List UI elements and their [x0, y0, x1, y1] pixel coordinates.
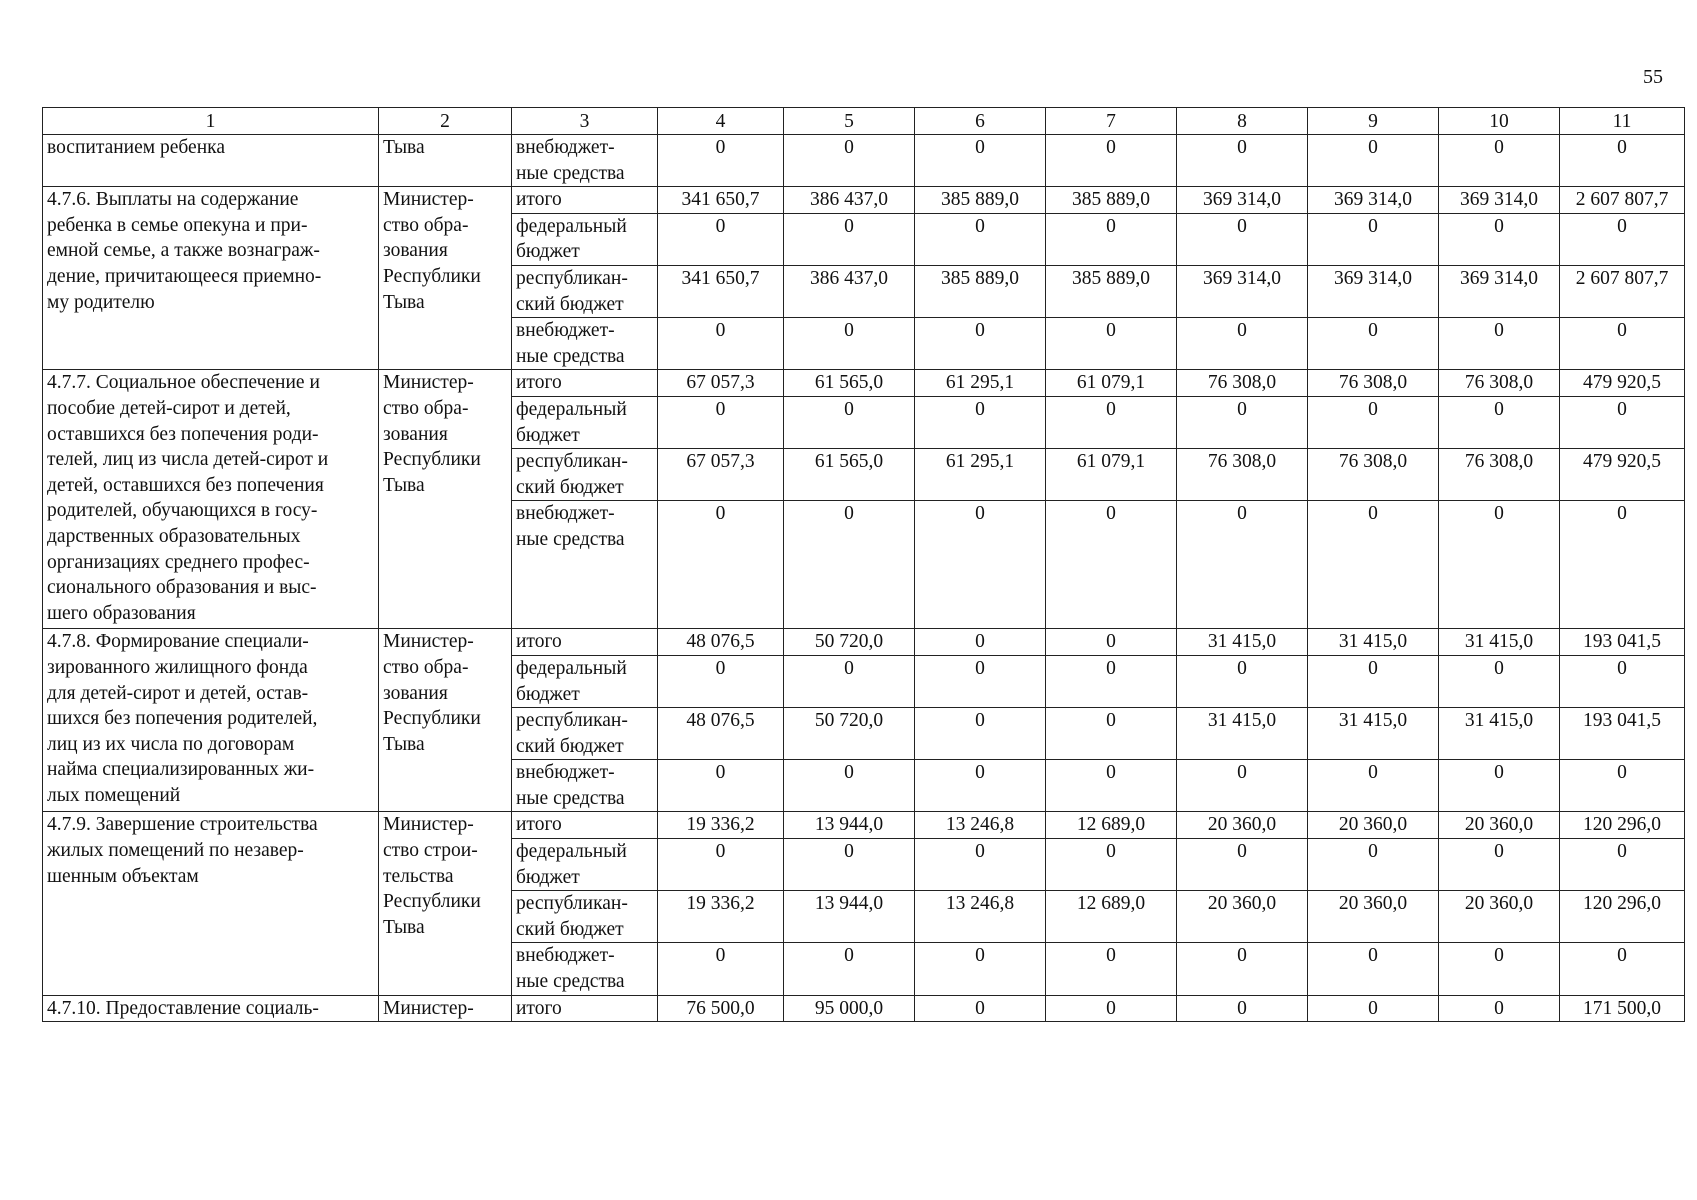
value-cell: 48 076,5 [658, 708, 784, 760]
source-republican-label [512, 708, 658, 760]
value-cell: 0 [1560, 943, 1685, 995]
executor-line: Министер- [383, 631, 474, 653]
source-label-line: ные средства [516, 162, 625, 184]
source-label-line: ные средства [516, 787, 625, 809]
value-cell: 0 [915, 655, 1046, 707]
source-label-line: республикан- [516, 267, 628, 289]
value-cell: 0 [658, 655, 784, 707]
source-label-line: внебюджет- [516, 320, 615, 342]
value-cell: 12 689,0 [1046, 891, 1177, 943]
column-number: 4 [658, 108, 784, 135]
value-cell: 0 [1439, 501, 1560, 629]
source-label-line: федеральный [516, 398, 627, 420]
measure-name-cell [43, 812, 379, 995]
source-label-line: внебюджет- [516, 945, 615, 967]
value-cell: 20 360,0 [1177, 812, 1308, 839]
value-cell: 61 295,1 [915, 449, 1046, 501]
value-cell: 0 [1308, 995, 1439, 1022]
value-cell: 120 296,0 [1560, 812, 1685, 839]
executor-line: Министер- [383, 814, 474, 836]
value-cell: 76 308,0 [1439, 370, 1560, 397]
value-cell: 0 [1560, 760, 1685, 812]
value-cell: 20 360,0 [1177, 891, 1308, 943]
measure-name-line: зированного жилищного фонда [47, 656, 308, 678]
measure-name-line: для детей-сирот и детей, остав- [47, 682, 309, 704]
executor-cell [379, 812, 512, 995]
value-cell: 385 889,0 [1046, 187, 1177, 214]
value-cell: 0 [1560, 655, 1685, 707]
value-cell: 369 314,0 [1308, 265, 1439, 317]
source-federal-label [512, 213, 658, 265]
table-row [43, 187, 1685, 214]
executor-cell [379, 370, 512, 629]
value-cell: 0 [1308, 318, 1439, 370]
executor-line: Республики [383, 265, 481, 287]
value-cell: 31 415,0 [1308, 708, 1439, 760]
measure-name-line: 4.7.9. Завершение строительства [47, 814, 318, 836]
source-total-label: итого [512, 629, 658, 656]
value-cell: 0 [658, 760, 784, 812]
value-cell: 20 360,0 [1439, 891, 1560, 943]
executor-line: ство строи- [383, 840, 478, 862]
executor-line: Тыва [383, 137, 425, 158]
source-extrabudget-label [512, 760, 658, 812]
value-cell: 0 [1308, 135, 1439, 187]
value-cell: 76 308,0 [1308, 449, 1439, 501]
measure-name-cell [43, 370, 379, 629]
value-cell: 0 [1308, 213, 1439, 265]
table-row [43, 812, 1685, 839]
value-cell: 0 [784, 943, 915, 995]
source-label-line: федеральный [516, 841, 627, 863]
value-cell: 50 720,0 [784, 708, 915, 760]
executor-cell [379, 995, 512, 1022]
source-total-label: итого [512, 187, 658, 214]
value-cell: 0 [915, 501, 1046, 629]
value-cell: 369 314,0 [1177, 187, 1308, 214]
executor-line: зования [383, 423, 448, 445]
value-cell: 0 [1046, 839, 1177, 891]
measure-name-line: емной семье, а также вознаграж- [47, 240, 320, 262]
value-cell: 20 360,0 [1439, 812, 1560, 839]
column-number: 9 [1308, 108, 1439, 135]
value-cell: 0 [1046, 655, 1177, 707]
value-cell: 0 [1439, 396, 1560, 448]
value-cell: 0 [1177, 135, 1308, 187]
column-number: 6 [915, 108, 1046, 135]
executor-line: ство обра- [383, 397, 469, 419]
source-label-line: республикан- [516, 451, 628, 473]
value-cell: 0 [784, 318, 915, 370]
source-label-line: ский бюджет [516, 293, 624, 315]
executor-line: Тыва [383, 916, 425, 938]
source-federal-label [512, 839, 658, 891]
executor-line: Министер- [383, 372, 474, 394]
value-cell: 369 314,0 [1177, 265, 1308, 317]
value-cell: 479 920,5 [1560, 449, 1685, 501]
column-number: 11 [1560, 108, 1685, 135]
value-cell: 0 [1439, 655, 1560, 707]
measure-name-cell [43, 135, 379, 187]
source-federal-label [512, 655, 658, 707]
executor-line: ство обра- [383, 214, 469, 236]
value-cell: 341 650,7 [658, 265, 784, 317]
value-cell: 0 [1560, 501, 1685, 629]
executor-line: зования [383, 240, 448, 262]
executor-line: Тыва [383, 291, 425, 313]
value-cell: 13 246,8 [915, 891, 1046, 943]
value-cell: 171 500,0 [1560, 995, 1685, 1022]
measure-name-line: дарственных образовательных [47, 525, 301, 547]
value-cell: 0 [1308, 839, 1439, 891]
source-republican-label [512, 449, 658, 501]
value-cell: 369 314,0 [1308, 187, 1439, 214]
value-cell: 0 [784, 135, 915, 187]
value-cell: 0 [1046, 708, 1177, 760]
executor-line: ство обра- [383, 656, 469, 678]
value-cell: 0 [1439, 760, 1560, 812]
value-cell: 13 944,0 [784, 812, 915, 839]
value-cell: 48 076,5 [658, 629, 784, 656]
executor-cell [379, 629, 512, 812]
value-cell: 50 720,0 [784, 629, 915, 656]
measure-name-line: 4.7.10. Предоставление социаль- [47, 997, 319, 1019]
executor-line: Тыва [383, 733, 425, 755]
measure-name-line: дение, причитающееся приемно- [47, 265, 322, 287]
value-cell: 0 [1177, 943, 1308, 995]
value-cell: 0 [1308, 943, 1439, 995]
value-cell: 385 889,0 [915, 265, 1046, 317]
value-cell: 369 314,0 [1439, 265, 1560, 317]
measure-name-line: ребенка в семье опекуна и при- [47, 214, 308, 236]
measure-name-line: шихся без попечения родителей, [47, 708, 318, 730]
value-cell: 0 [915, 213, 1046, 265]
value-cell: 31 415,0 [1177, 708, 1308, 760]
source-label-line: республикан- [516, 893, 628, 915]
value-cell: 0 [1046, 135, 1177, 187]
value-cell: 0 [1177, 501, 1308, 629]
value-cell: 0 [784, 213, 915, 265]
value-cell: 31 415,0 [1439, 708, 1560, 760]
source-total-label: итого [512, 995, 658, 1022]
executor-line: зования [383, 682, 448, 704]
value-cell: 20 360,0 [1308, 812, 1439, 839]
value-cell: 19 336,2 [658, 891, 784, 943]
value-cell: 0 [784, 501, 915, 629]
value-cell: 0 [915, 839, 1046, 891]
value-cell: 31 415,0 [1439, 629, 1560, 656]
measure-name-line: 4.7.8. Формирование специали- [47, 631, 309, 653]
source-republican-label [512, 891, 658, 943]
source-label-line: ные средства [516, 971, 625, 993]
table-row [43, 370, 1685, 397]
source-label-line: внебюджет- [516, 503, 615, 525]
value-cell: 0 [915, 760, 1046, 812]
column-number: 10 [1439, 108, 1560, 135]
source-republican-label [512, 265, 658, 317]
value-cell: 0 [1439, 943, 1560, 995]
executor-line: тельства [383, 865, 454, 887]
value-cell: 0 [1439, 135, 1560, 187]
source-label-line: бюджет [516, 424, 580, 446]
value-cell: 0 [915, 135, 1046, 187]
measure-name-line: лых помещений [47, 784, 181, 806]
value-cell: 0 [1046, 943, 1177, 995]
value-cell: 120 296,0 [1560, 891, 1685, 943]
column-number: 1 [43, 108, 379, 135]
source-label-line: внебюджет- [516, 762, 615, 784]
value-cell: 12 689,0 [1046, 812, 1177, 839]
value-cell: 0 [1308, 501, 1439, 629]
value-cell: 67 057,3 [658, 370, 784, 397]
value-cell: 0 [658, 839, 784, 891]
source-label-line: ский бюджет [516, 735, 624, 757]
value-cell: 0 [784, 839, 915, 891]
value-cell: 0 [658, 943, 784, 995]
value-cell: 0 [1177, 995, 1308, 1022]
value-cell: 61 295,1 [915, 370, 1046, 397]
value-cell: 0 [1177, 396, 1308, 448]
value-cell: 76 308,0 [1439, 449, 1560, 501]
value-cell: 0 [1560, 318, 1685, 370]
value-cell: 0 [915, 995, 1046, 1022]
value-cell: 0 [1177, 655, 1308, 707]
value-cell: 386 437,0 [784, 187, 915, 214]
value-cell: 0 [915, 943, 1046, 995]
value-cell: 0 [1560, 213, 1685, 265]
table-row [43, 629, 1685, 656]
value-cell: 0 [1439, 213, 1560, 265]
value-cell: 0 [658, 501, 784, 629]
value-cell: 0 [658, 318, 784, 370]
value-cell: 0 [658, 396, 784, 448]
value-cell: 0 [915, 396, 1046, 448]
value-cell: 0 [784, 396, 915, 448]
value-cell: 31 415,0 [1177, 629, 1308, 656]
measure-name-line: жилых помещений по незавер- [47, 840, 304, 862]
page-number: 55 [1643, 66, 1663, 88]
value-cell: 0 [915, 318, 1046, 370]
source-label-line: ные средства [516, 345, 625, 367]
source-label-line: бюджет [516, 683, 580, 705]
value-cell: 0 [1560, 135, 1685, 187]
value-cell: 0 [1177, 318, 1308, 370]
measure-name-line: 4.7.6. Выплаты на содержание [47, 189, 299, 211]
source-label-line: ский бюджет [516, 476, 624, 498]
value-cell: 61 565,0 [784, 449, 915, 501]
measure-name-line: лиц из их числа по договорам [47, 733, 295, 755]
value-cell: 0 [1308, 655, 1439, 707]
measure-name-cell [43, 629, 379, 812]
column-number: 7 [1046, 108, 1177, 135]
table-body [43, 108, 1685, 1022]
value-cell: 0 [1177, 760, 1308, 812]
value-cell: 0 [1046, 318, 1177, 370]
source-label-line: федеральный [516, 657, 627, 679]
source-extrabudget-label [512, 943, 658, 995]
measure-name-line: родителей, обучающихся в госу- [47, 500, 318, 522]
executor-line: Республики [383, 891, 481, 913]
value-cell: 76 308,0 [1177, 449, 1308, 501]
value-cell: 193 041,5 [1560, 708, 1685, 760]
value-cell: 13 246,8 [915, 812, 1046, 839]
executor-line: Республики [383, 708, 481, 730]
value-cell: 0 [1439, 995, 1560, 1022]
value-cell: 386 437,0 [784, 265, 915, 317]
value-cell: 61 079,1 [1046, 449, 1177, 501]
value-cell: 0 [1560, 396, 1685, 448]
measure-name-line: сионального образования и выс- [47, 577, 317, 599]
value-cell: 0 [915, 708, 1046, 760]
measure-name-line: пособие детей-сирот и детей, [47, 397, 291, 419]
value-cell: 76 308,0 [1177, 370, 1308, 397]
value-cell: 61 565,0 [784, 370, 915, 397]
value-cell: 95 000,0 [784, 995, 915, 1022]
value-cell: 0 [1046, 213, 1177, 265]
value-cell: 479 920,5 [1560, 370, 1685, 397]
value-cell: 0 [1046, 629, 1177, 656]
measure-name-cell [43, 995, 379, 1022]
source-extrabudget-label [512, 501, 658, 629]
source-label-line: федеральный [516, 215, 627, 237]
executor-line: Министер- [383, 997, 474, 1019]
source-extrabudget-label [512, 135, 658, 187]
value-cell: 31 415,0 [1308, 629, 1439, 656]
source-federal-label [512, 396, 658, 448]
measure-name-line: воспитанием ребенка [47, 137, 225, 158]
value-cell: 0 [1439, 839, 1560, 891]
value-cell: 0 [915, 629, 1046, 656]
executor-cell [379, 135, 512, 187]
value-cell: 2 607 807,7 [1560, 187, 1685, 214]
executor-line: Республики [383, 449, 481, 471]
value-cell: 0 [1177, 839, 1308, 891]
measure-name-line: шенным объектам [47, 865, 199, 887]
value-cell: 0 [1560, 839, 1685, 891]
value-cell: 19 336,2 [658, 812, 784, 839]
measure-name-line: оставшихся без попечения роди- [47, 423, 319, 445]
source-label-line: ные средства [516, 528, 625, 550]
value-cell: 0 [1308, 396, 1439, 448]
value-cell: 341 650,7 [658, 187, 784, 214]
source-total-label: итого [512, 812, 658, 839]
value-cell: 0 [1177, 213, 1308, 265]
value-cell: 20 360,0 [1308, 891, 1439, 943]
measure-name-line: 4.7.7. Социальное обеспечение и [47, 372, 320, 394]
column-number: 5 [784, 108, 915, 135]
column-number-row [43, 108, 1685, 135]
executor-cell [379, 187, 512, 370]
value-cell: 0 [784, 760, 915, 812]
value-cell: 385 889,0 [915, 187, 1046, 214]
source-label-line: внебюджет- [516, 137, 615, 158]
table-row [43, 135, 1685, 187]
table-row [43, 995, 1685, 1022]
value-cell: 0 [1046, 995, 1177, 1022]
measure-name-line: найма специализированных жи- [47, 759, 315, 781]
value-cell: 76 500,0 [658, 995, 784, 1022]
value-cell: 0 [784, 655, 915, 707]
value-cell: 0 [658, 213, 784, 265]
source-label-line: бюджет [516, 241, 580, 263]
value-cell: 0 [1046, 501, 1177, 629]
budget-table [42, 107, 1685, 1022]
column-number: 3 [512, 108, 658, 135]
measure-name-cell [43, 187, 379, 370]
value-cell: 0 [1308, 760, 1439, 812]
source-label-line: республикан- [516, 710, 628, 732]
source-label-line: ский бюджет [516, 918, 624, 940]
value-cell: 0 [1046, 396, 1177, 448]
measure-name-line: детей, оставшихся без попечения [47, 474, 324, 496]
source-extrabudget-label [512, 318, 658, 370]
value-cell: 0 [1046, 760, 1177, 812]
source-total-label: итого [512, 370, 658, 397]
source-label-line: бюджет [516, 866, 580, 888]
measure-name-line: шего образования [47, 602, 196, 624]
value-cell: 61 079,1 [1046, 370, 1177, 397]
column-number: 2 [379, 108, 512, 135]
value-cell: 67 057,3 [658, 449, 784, 501]
executor-line: Министер- [383, 189, 474, 211]
value-cell: 385 889,0 [1046, 265, 1177, 317]
measure-name-line: му родителю [47, 291, 155, 313]
value-cell: 0 [658, 135, 784, 187]
value-cell: 13 944,0 [784, 891, 915, 943]
measure-name-line: телей, лиц из числа детей-сирот и [47, 449, 329, 471]
executor-line: Тыва [383, 474, 425, 496]
column-number: 8 [1177, 108, 1308, 135]
value-cell: 2 607 807,7 [1560, 265, 1685, 317]
value-cell: 193 041,5 [1560, 629, 1685, 656]
value-cell: 0 [1439, 318, 1560, 370]
value-cell: 76 308,0 [1308, 370, 1439, 397]
value-cell: 369 314,0 [1439, 187, 1560, 214]
measure-name-line: организациях среднего профес- [47, 551, 310, 573]
